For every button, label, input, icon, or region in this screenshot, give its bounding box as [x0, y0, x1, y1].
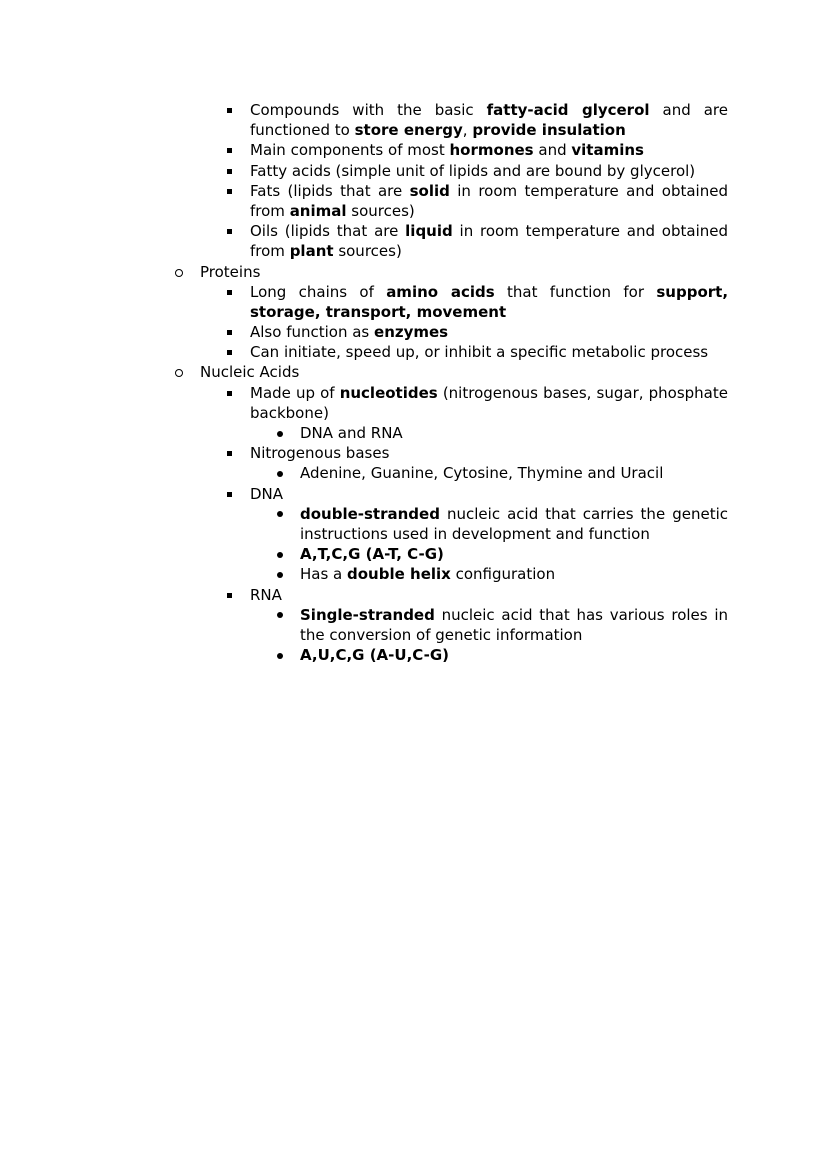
- dna-sub-2: [0, 544, 828, 564]
- bold-text: support,: [656, 282, 729, 301]
- dot-bullet-icon: [277, 552, 283, 558]
- text-run: Fats (lipids that are: [250, 181, 410, 200]
- rna-sub-2: [0, 645, 828, 665]
- square-bullet-icon: [227, 350, 232, 355]
- rna-sub-1-cont: [0, 625, 828, 645]
- nucleic-item-1: [0, 383, 828, 403]
- bold-text: solid: [409, 181, 450, 200]
- bold-text: nucleotides: [339, 383, 438, 402]
- lipids-item-5-cont: [0, 241, 828, 261]
- bold-text: hormones: [449, 141, 534, 160]
- square-bullet-icon: [227, 593, 232, 598]
- rna-sub-1: [0, 605, 828, 625]
- dot-bullet-icon: [277, 653, 283, 659]
- section-heading: Nucleic Acids: [200, 363, 300, 382]
- text-run: from: [250, 242, 290, 261]
- bold-text: provide insulation: [472, 121, 626, 140]
- lipids-item-3: [0, 161, 828, 181]
- text-run: Adenine, Guanine, Cytosine, Thymine and Uracil: [300, 464, 664, 483]
- dot-bullet-icon: [277, 572, 283, 578]
- square-bullet-icon: [227, 229, 232, 234]
- text-run: RNA: [250, 585, 282, 604]
- text-run: Made up of: [250, 383, 340, 402]
- lipids-item-2: [0, 140, 828, 160]
- bold-text: storage, transport, movement: [250, 302, 507, 321]
- text-run: functioned to: [250, 121, 355, 140]
- bold-text: enzymes: [374, 323, 449, 342]
- bold-text: liquid: [405, 222, 453, 241]
- lipids-item-1: [0, 100, 828, 120]
- text-run: from: [250, 201, 290, 220]
- text-run: instructions used in development and function: [300, 524, 650, 543]
- square-bullet-icon: [227, 492, 232, 497]
- bold-text: Single-stranded: [300, 605, 435, 624]
- text-run: Also function as: [250, 323, 375, 342]
- text-run: Can initiate, speed up, or inhibit a specific metabolic process: [250, 343, 709, 362]
- proteins-item-1-cont: [0, 302, 828, 322]
- square-bullet-icon: [227, 169, 232, 174]
- proteins-heading: [0, 262, 828, 282]
- dot-bullet-icon: [277, 612, 283, 618]
- text-run: sources): [346, 201, 415, 220]
- section-heading: Proteins: [200, 262, 261, 281]
- nucleic-item-1-sub-1: [0, 423, 828, 443]
- dna-sub-1: [0, 504, 828, 524]
- nucleic-item-1-cont: [0, 403, 828, 423]
- text-run: and: [533, 141, 572, 160]
- text-run: in room temperature and obtained: [449, 181, 728, 200]
- text-run: (nitrogenous bases, sugar, phosphate: [437, 383, 728, 402]
- bold-text: double helix: [347, 565, 451, 584]
- text-run: nucleic acid that carries the genetic: [439, 504, 728, 523]
- bold-text: vitamins: [571, 141, 644, 160]
- square-bullet-icon: [227, 189, 232, 194]
- nucleic-heading: [0, 362, 828, 382]
- text-run: Has a: [300, 565, 348, 584]
- text-run: and are: [649, 101, 728, 119]
- text-run: ,: [462, 121, 473, 140]
- proteins-item-3: [0, 342, 828, 362]
- lipids-item-5: [0, 221, 828, 241]
- text-run: the conversion of genetic information: [300, 625, 583, 644]
- lipids-item-4-cont: [0, 201, 828, 221]
- bold-text: amino acids: [386, 282, 495, 301]
- text-run: sources): [333, 242, 402, 261]
- proteins-item-1: [0, 282, 828, 302]
- text-run: backbone): [250, 403, 329, 422]
- text-run: DNA and RNA: [300, 424, 403, 442]
- circle-bullet-icon: [175, 369, 183, 377]
- text-run: Compounds with the basic: [250, 101, 487, 119]
- square-bullet-icon: [227, 391, 232, 396]
- square-bullet-icon: [227, 148, 232, 153]
- bold-text: store energy: [354, 121, 463, 140]
- text-run: in room temperature and obtained: [452, 222, 728, 241]
- proteins-item-2: [0, 322, 828, 342]
- text-run: Main components of most: [250, 141, 450, 160]
- text-run: Nitrogenous bases: [250, 444, 390, 463]
- text-run: that function for: [494, 282, 657, 301]
- square-bullet-icon: [227, 451, 232, 456]
- bold-text: double-stranded: [300, 504, 440, 523]
- text-run: nucleic acid that has various roles in: [434, 605, 728, 624]
- text-run: Oils (lipids that are: [250, 222, 406, 241]
- bold-text: A,T,C,G (A-T, C-G): [300, 545, 444, 564]
- square-bullet-icon: [227, 108, 232, 113]
- bold-text: plant: [289, 242, 334, 261]
- lipids-item-1-cont: [0, 120, 828, 140]
- text-run: Long chains of: [250, 282, 387, 301]
- nucleic-item-2: [0, 443, 828, 463]
- square-bullet-icon: [227, 290, 232, 295]
- lipids-item-4: [0, 181, 828, 201]
- circle-bullet-icon: [175, 269, 183, 277]
- dot-bullet-icon: [277, 511, 283, 517]
- bold-text: A,U,C,G (A-U,C-G): [300, 646, 450, 665]
- dot-bullet-icon: [277, 431, 283, 437]
- bold-text: animal: [289, 201, 347, 220]
- document-page: [0, 100, 828, 665]
- dot-bullet-icon: [277, 471, 283, 477]
- text-run: Fatty acids (simple unit of lipids and are bound by glycerol): [250, 161, 696, 180]
- rna-item: [0, 585, 828, 605]
- text-run: configuration: [450, 565, 556, 584]
- dna-sub-3: [0, 564, 828, 584]
- text-run: DNA: [250, 484, 284, 503]
- dna-sub-1-cont: [0, 524, 828, 544]
- square-bullet-icon: [227, 330, 232, 335]
- dna-item: [0, 484, 828, 504]
- nucleic-item-2-sub-1: [0, 463, 828, 483]
- bold-text: fatty-acid glycerol: [486, 101, 650, 119]
